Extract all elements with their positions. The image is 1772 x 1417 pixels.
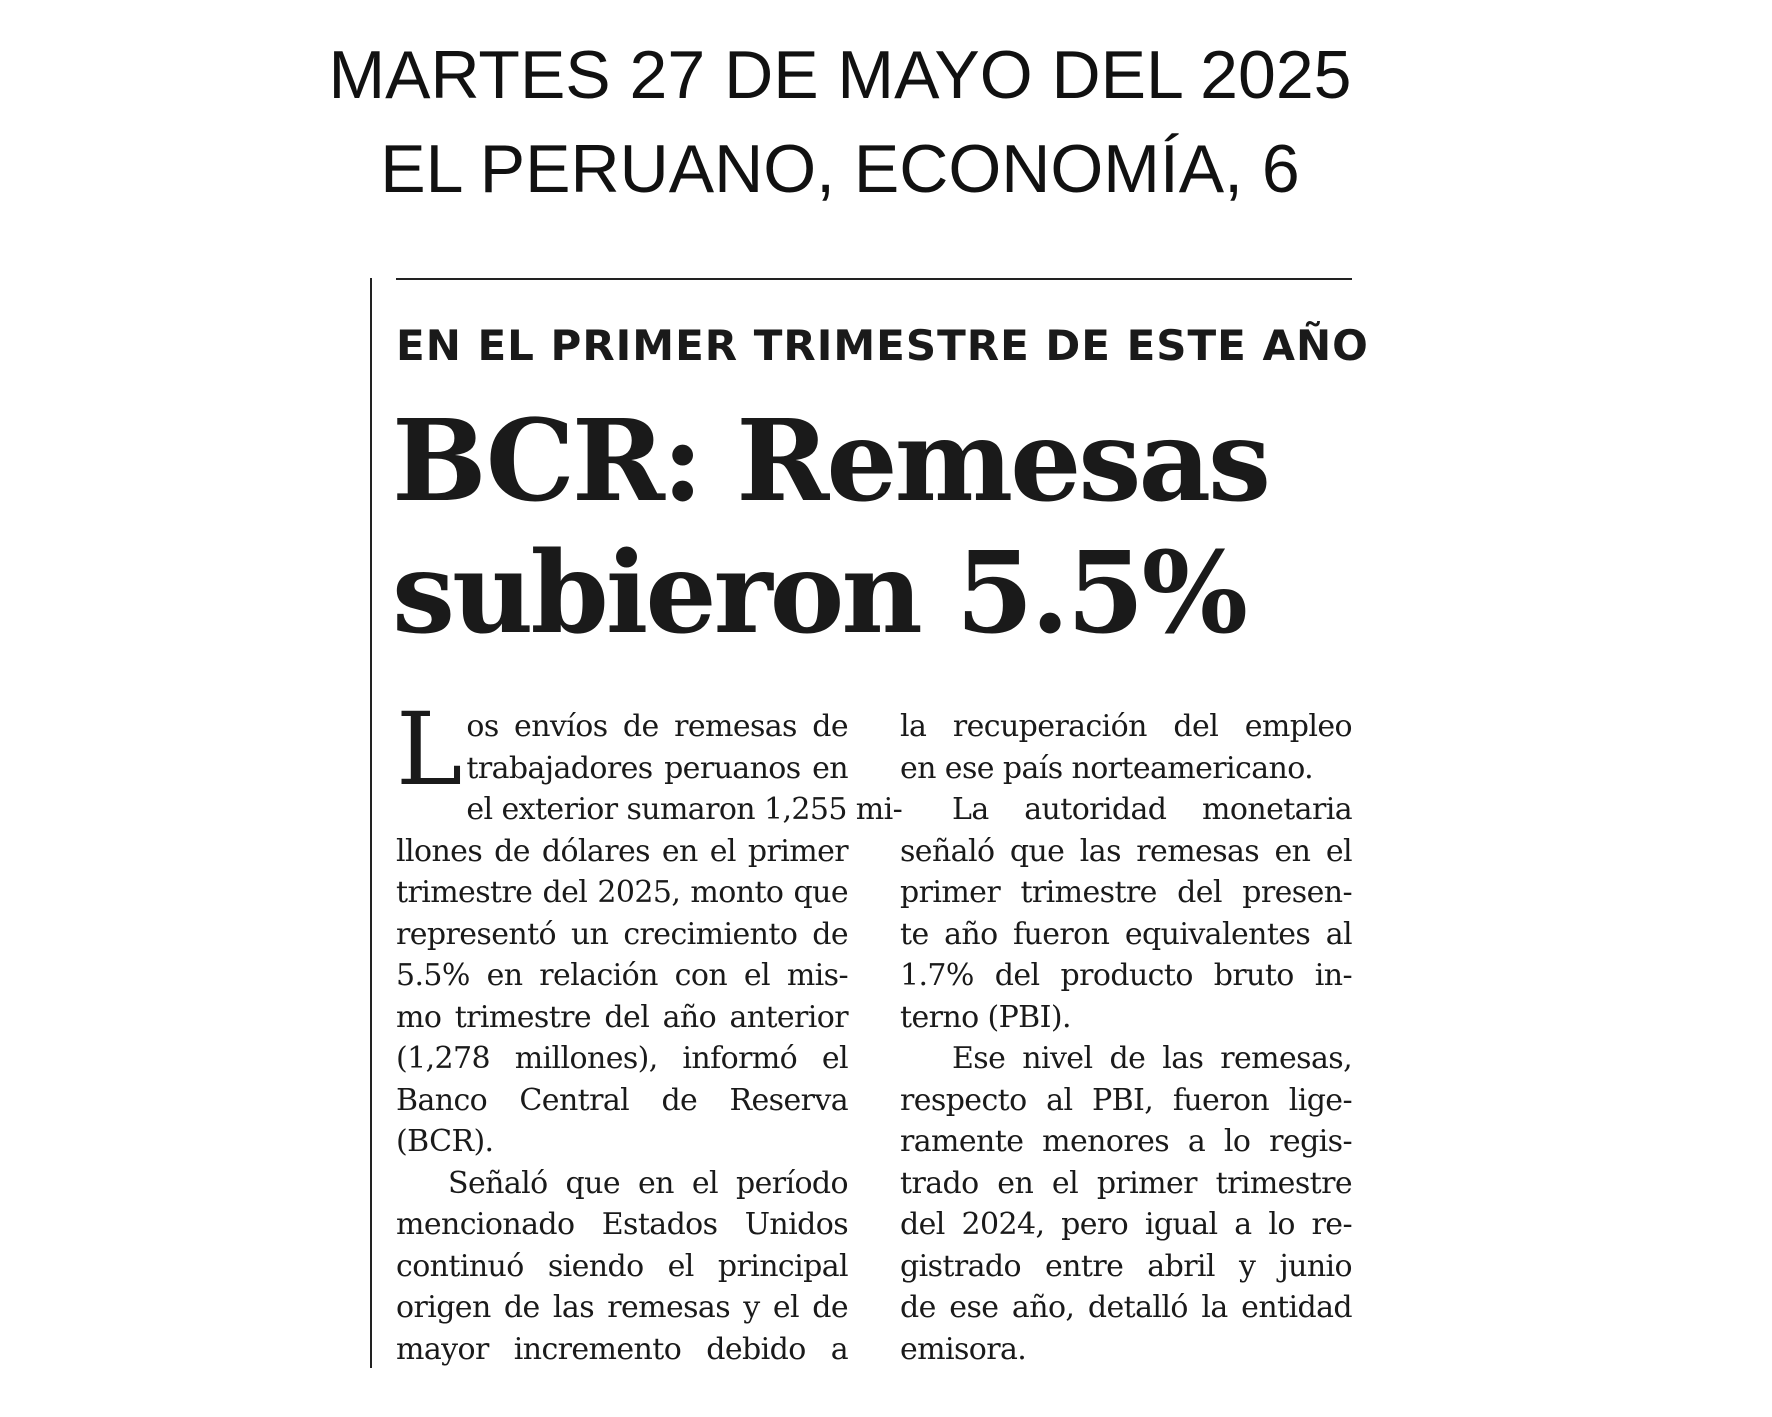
text-line: mo trimestre del año anterior xyxy=(396,999,848,1035)
text-line: trado en el primer trimestre xyxy=(900,1165,1352,1201)
text-line: llones de dólares en el primer xyxy=(396,833,848,869)
text-line: trabajadores peruanos en xyxy=(466,750,848,786)
text-line: os envíos de remesas de xyxy=(466,709,848,744)
text-line: de ese año, detalló la entidad xyxy=(900,1290,1352,1325)
text-line: en ese país norteamericano. xyxy=(900,750,1314,786)
drop-cap: L xyxy=(396,691,463,808)
text-line: primer trimestre del presen- xyxy=(900,875,1352,910)
text-line: terno (PBI). xyxy=(900,999,1071,1035)
text-line: trimestre del 2025, monto que xyxy=(396,875,848,910)
column-rule-horizontal xyxy=(396,278,1352,280)
article-column-right xyxy=(900,706,1352,1370)
text-line: continuó siendo el principal xyxy=(396,1248,848,1284)
text-line: Banco Central de Reserva xyxy=(396,1082,848,1118)
text-line: La autoridad monetaria xyxy=(952,792,1352,827)
text-line: representó un crecimiento de xyxy=(396,916,848,952)
text-line: emisora. xyxy=(900,1331,1027,1367)
text-line: te año fueron equivalentes al xyxy=(900,916,1352,952)
text-line: 1.7% del producto bruto in- xyxy=(900,958,1352,993)
text-line: señaló que las remesas en el xyxy=(900,833,1352,869)
text-line: Ese nivel de las remesas, xyxy=(952,1041,1352,1076)
text-line: mayor incremento debido a xyxy=(396,1331,848,1367)
publication-date: MARTES 27 DE MAYO DEL 2025 xyxy=(328,37,1352,113)
text-line: (BCR). xyxy=(396,1124,494,1159)
text-line: la recuperación del empleo xyxy=(900,709,1352,744)
text-line: (1,278 millones), informó el xyxy=(396,1041,848,1076)
column-rule-vertical xyxy=(370,278,372,1368)
text-line: respecto al PBI, fueron lige- xyxy=(900,1082,1352,1118)
text-line: el exterior sumaron 1,255 mi- xyxy=(466,792,903,827)
text-line: 5.5% en relación con el mis- xyxy=(396,958,848,993)
text-line: ramente menores a lo regis- xyxy=(900,1124,1352,1159)
text-line: mencionado Estados Unidos xyxy=(396,1207,848,1242)
text-line: Señaló que en el período xyxy=(448,1165,848,1201)
headline-line: subieron 5.5% xyxy=(392,528,1246,659)
article-column-left xyxy=(396,691,903,1370)
clipping-header xyxy=(0,28,1680,216)
article-headline xyxy=(392,396,1372,660)
text-line: gistrado entre abril y junio xyxy=(900,1248,1352,1284)
article-kicker: EN EL PRIMER TRIMESTRE DE ESTE AÑO xyxy=(396,321,1369,370)
publication-source: EL PERUANO, ECONOMÍA, 6 xyxy=(380,131,1300,207)
headline-line: BCR: Remesas xyxy=(392,396,1269,527)
text-line: origen de las remesas y el de xyxy=(396,1290,848,1325)
text-line: del 2024, pero igual a lo re- xyxy=(900,1207,1352,1242)
